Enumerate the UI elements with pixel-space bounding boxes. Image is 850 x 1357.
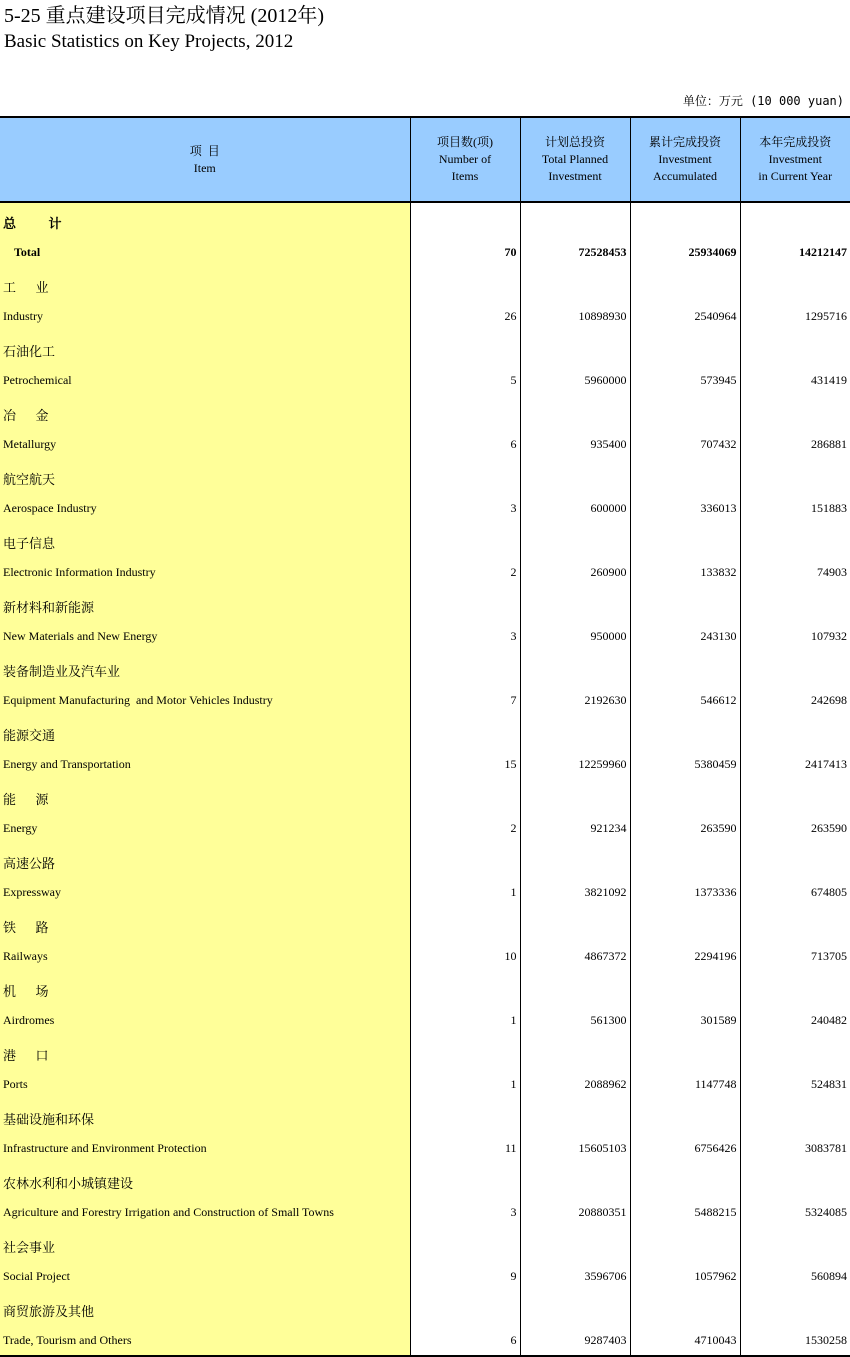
table-row-chinese <box>0 1227 850 1259</box>
row-label-en: Ports <box>0 1067 410 1099</box>
accumulated-cell: 6756426 <box>630 1131 740 1163</box>
total-planned-cell: 600000 <box>520 491 630 523</box>
current-year-cell: 240482 <box>740 1003 850 1035</box>
table-row <box>0 939 850 971</box>
current-year-cell: 431419 <box>740 363 850 395</box>
row-label-cn: 工 业 <box>0 267 410 299</box>
table-row <box>0 555 850 587</box>
row-label-en: Equipment Manufacturing and Motor Vehicles Industry <box>0 683 410 715</box>
current-year-cell: 560894 <box>740 1259 850 1291</box>
row-label-cn: 农林水利和小城镇建设 <box>0 1163 410 1195</box>
table-row-chinese <box>0 1035 850 1067</box>
table-header <box>0 117 850 202</box>
empty-cell <box>520 843 630 875</box>
accumulated-cell: 2294196 <box>630 939 740 971</box>
empty-cell <box>520 331 630 363</box>
header-accumulated <box>630 117 740 202</box>
header-item <box>0 117 410 202</box>
table-row <box>0 299 850 331</box>
empty-cell <box>630 1099 740 1131</box>
table-row-chinese <box>0 971 850 1003</box>
table-row-chinese <box>0 1163 850 1195</box>
table-row <box>0 1195 850 1227</box>
header-number-of-items-en1: Number of <box>411 151 520 168</box>
total-planned-cell: 9287403 <box>520 1323 630 1356</box>
table-row <box>0 683 850 715</box>
empty-cell <box>410 843 520 875</box>
number-of-items-cell: 1 <box>410 875 520 907</box>
page-title-chinese: 5-25 重点建设项目完成情况 (2012年) <box>4 4 324 28</box>
row-label-cn: 港 口 <box>0 1035 410 1067</box>
empty-cell <box>410 523 520 555</box>
number-of-items-cell: 11 <box>410 1131 520 1163</box>
empty-cell <box>630 779 740 811</box>
row-label-cn: 基础设施和环保 <box>0 1099 410 1131</box>
table-row-chinese <box>0 715 850 747</box>
row-label-en: Petrochemical <box>0 363 410 395</box>
page-title-english: Basic Statistics on Key Projects, 2012 <box>4 31 293 53</box>
table-row <box>0 1003 850 1035</box>
empty-cell <box>520 779 630 811</box>
empty-cell <box>740 587 850 619</box>
header-item-cn: 项 目 <box>190 144 220 158</box>
row-label-cn: 航空航天 <box>0 459 410 491</box>
header-current-year-en2: in Current Year <box>741 168 850 185</box>
total-planned-cell: 72528453 <box>520 235 630 267</box>
row-label-cn: 冶 金 <box>0 395 410 427</box>
table-row <box>0 747 850 779</box>
header-number-of-items <box>410 117 520 202</box>
accumulated-cell: 243130 <box>630 619 740 651</box>
empty-cell <box>740 971 850 1003</box>
empty-cell <box>630 1291 740 1323</box>
number-of-items-cell: 2 <box>410 811 520 843</box>
empty-cell <box>520 395 630 427</box>
empty-cell <box>520 202 630 235</box>
total-planned-cell: 3821092 <box>520 875 630 907</box>
empty-cell <box>410 587 520 619</box>
empty-cell <box>520 267 630 299</box>
unit-note: 单位：万元 (10 000 yuan) <box>683 93 844 109</box>
row-label-en: Trade, Tourism and Others <box>0 1323 410 1356</box>
accumulated-cell: 573945 <box>630 363 740 395</box>
total-planned-cell: 921234 <box>520 811 630 843</box>
row-label-cn: 铁 路 <box>0 907 410 939</box>
header-current-year-en1: Investment <box>741 151 850 168</box>
statistics-table <box>0 116 850 1357</box>
header-accumulated-en1: Investment <box>631 151 740 168</box>
number-of-items-cell: 3 <box>410 491 520 523</box>
row-label-cn: 电子信息 <box>0 523 410 555</box>
row-label-en: Metallurgy <box>0 427 410 459</box>
empty-cell <box>740 651 850 683</box>
row-label-cn: 机 场 <box>0 971 410 1003</box>
empty-cell <box>630 395 740 427</box>
accumulated-cell: 133832 <box>630 555 740 587</box>
total-planned-cell: 5960000 <box>520 363 630 395</box>
total-planned-cell: 3596706 <box>520 1259 630 1291</box>
empty-cell <box>630 331 740 363</box>
table-body <box>0 202 850 1356</box>
row-label-cn: 新材料和新能源 <box>0 587 410 619</box>
number-of-items-cell: 2 <box>410 555 520 587</box>
current-year-cell: 14212147 <box>740 235 850 267</box>
row-label-en: Total <box>0 235 410 267</box>
empty-cell <box>410 267 520 299</box>
header-accumulated-en2: Accumulated <box>631 168 740 185</box>
header-number-of-items-en2: Items <box>411 168 520 185</box>
number-of-items-cell: 70 <box>410 235 520 267</box>
current-year-cell: 286881 <box>740 427 850 459</box>
table-row <box>0 427 850 459</box>
row-label-cn: 石油化工 <box>0 331 410 363</box>
total-planned-cell: 10898930 <box>520 299 630 331</box>
row-label-cn: 商贸旅游及其他 <box>0 1291 410 1323</box>
row-label-cn: 装备制造业及汽车业 <box>0 651 410 683</box>
table-row-chinese <box>0 1099 850 1131</box>
empty-cell <box>740 331 850 363</box>
header-current-year <box>740 117 850 202</box>
current-year-cell: 674805 <box>740 875 850 907</box>
accumulated-cell: 707432 <box>630 427 740 459</box>
number-of-items-cell: 6 <box>410 1323 520 1356</box>
empty-cell <box>740 1099 850 1131</box>
accumulated-cell: 5380459 <box>630 747 740 779</box>
empty-cell <box>630 971 740 1003</box>
empty-cell <box>740 1227 850 1259</box>
table-row-chinese <box>0 267 850 299</box>
empty-cell <box>520 715 630 747</box>
current-year-cell: 263590 <box>740 811 850 843</box>
accumulated-cell: 1373336 <box>630 875 740 907</box>
current-year-cell: 3083781 <box>740 1131 850 1163</box>
current-year-cell: 74903 <box>740 555 850 587</box>
total-planned-cell: 561300 <box>520 1003 630 1035</box>
current-year-cell: 713705 <box>740 939 850 971</box>
empty-cell <box>410 1099 520 1131</box>
number-of-items-cell: 9 <box>410 1259 520 1291</box>
table-row <box>0 1067 850 1099</box>
number-of-items-cell: 1 <box>410 1003 520 1035</box>
current-year-cell: 1295716 <box>740 299 850 331</box>
number-of-items-cell: 3 <box>410 1195 520 1227</box>
empty-cell <box>630 459 740 491</box>
empty-cell <box>740 523 850 555</box>
table-row <box>0 235 850 267</box>
empty-cell <box>410 459 520 491</box>
header-total-planned-cn: 计划总投资 <box>521 134 630 151</box>
empty-cell <box>740 907 850 939</box>
header-current-year-cn: 本年完成投资 <box>741 134 850 151</box>
table-row-chinese <box>0 779 850 811</box>
empty-cell <box>520 1291 630 1323</box>
empty-cell <box>740 267 850 299</box>
table-row-chinese <box>0 843 850 875</box>
accumulated-cell: 1147748 <box>630 1067 740 1099</box>
table-row <box>0 619 850 651</box>
number-of-items-cell: 1 <box>410 1067 520 1099</box>
header-item-en: Item <box>0 160 410 177</box>
accumulated-cell: 5488215 <box>630 1195 740 1227</box>
empty-cell <box>740 779 850 811</box>
row-label-en: Railways <box>0 939 410 971</box>
current-year-cell: 151883 <box>740 491 850 523</box>
row-label-en: Social Project <box>0 1259 410 1291</box>
number-of-items-cell: 7 <box>410 683 520 715</box>
empty-cell <box>520 651 630 683</box>
empty-cell <box>520 523 630 555</box>
number-of-items-cell: 10 <box>410 939 520 971</box>
empty-cell <box>740 395 850 427</box>
number-of-items-cell: 26 <box>410 299 520 331</box>
total-planned-cell: 20880351 <box>520 1195 630 1227</box>
number-of-items-cell: 5 <box>410 363 520 395</box>
number-of-items-cell: 15 <box>410 747 520 779</box>
empty-cell <box>410 1291 520 1323</box>
empty-cell <box>630 523 740 555</box>
header-total-planned-en1: Total Planned <box>521 151 630 168</box>
empty-cell <box>630 1163 740 1195</box>
accumulated-cell: 4710043 <box>630 1323 740 1356</box>
empty-cell <box>630 907 740 939</box>
total-planned-cell: 950000 <box>520 619 630 651</box>
total-planned-cell: 2088962 <box>520 1067 630 1099</box>
accumulated-cell: 25934069 <box>630 235 740 267</box>
empty-cell <box>630 267 740 299</box>
current-year-cell: 1530258 <box>740 1323 850 1356</box>
table-row-chinese <box>0 202 850 235</box>
current-year-cell: 242698 <box>740 683 850 715</box>
empty-cell <box>520 459 630 491</box>
empty-cell <box>630 715 740 747</box>
row-label-en: Energy and Transportation <box>0 747 410 779</box>
table-row-chinese <box>0 651 850 683</box>
total-planned-cell: 4867372 <box>520 939 630 971</box>
table-row-chinese <box>0 523 850 555</box>
empty-cell <box>410 971 520 1003</box>
empty-cell <box>520 907 630 939</box>
total-planned-cell: 260900 <box>520 555 630 587</box>
table-row <box>0 1259 850 1291</box>
table-row-chinese <box>0 459 850 491</box>
empty-cell <box>410 779 520 811</box>
empty-cell <box>410 907 520 939</box>
row-label-cn: 总 计 <box>0 202 410 235</box>
empty-cell <box>740 1163 850 1195</box>
empty-cell <box>740 715 850 747</box>
current-year-cell: 107932 <box>740 619 850 651</box>
total-planned-cell: 12259960 <box>520 747 630 779</box>
empty-cell <box>740 843 850 875</box>
empty-cell <box>740 1291 850 1323</box>
empty-cell <box>630 1227 740 1259</box>
empty-cell <box>520 1035 630 1067</box>
empty-cell <box>410 1163 520 1195</box>
table-row <box>0 1323 850 1356</box>
accumulated-cell: 2540964 <box>630 299 740 331</box>
table-row-chinese <box>0 395 850 427</box>
header-accumulated-cn: 累计完成投资 <box>631 134 740 151</box>
table-row-chinese <box>0 1291 850 1323</box>
row-label-en: Agriculture and Forestry Irrigation and Construction of Small Towns <box>0 1195 410 1227</box>
header-number-of-items-cn: 项目数(项) <box>411 134 520 151</box>
empty-cell <box>410 1035 520 1067</box>
empty-cell <box>520 1163 630 1195</box>
row-label-en: Infrastructure and Environment Protection <box>0 1131 410 1163</box>
row-label-en: Electronic Information Industry <box>0 555 410 587</box>
table-row <box>0 491 850 523</box>
row-label-en: Industry <box>0 299 410 331</box>
table-row <box>0 363 850 395</box>
current-year-cell: 524831 <box>740 1067 850 1099</box>
empty-cell <box>520 1227 630 1259</box>
empty-cell <box>520 1099 630 1131</box>
header-total-planned <box>520 117 630 202</box>
accumulated-cell: 336013 <box>630 491 740 523</box>
empty-cell <box>740 459 850 491</box>
table-row <box>0 1131 850 1163</box>
table-row-chinese <box>0 907 850 939</box>
accumulated-cell: 546612 <box>630 683 740 715</box>
row-label-en: Airdromes <box>0 1003 410 1035</box>
row-label-en: New Materials and New Energy <box>0 619 410 651</box>
number-of-items-cell: 3 <box>410 619 520 651</box>
row-label-cn: 社会事业 <box>0 1227 410 1259</box>
empty-cell <box>740 1035 850 1067</box>
total-planned-cell: 2192630 <box>520 683 630 715</box>
empty-cell <box>410 331 520 363</box>
accumulated-cell: 1057962 <box>630 1259 740 1291</box>
accumulated-cell: 301589 <box>630 1003 740 1035</box>
empty-cell <box>520 971 630 1003</box>
number-of-items-cell: 6 <box>410 427 520 459</box>
empty-cell <box>630 843 740 875</box>
table-row <box>0 875 850 907</box>
row-label-en: Energy <box>0 811 410 843</box>
table-row <box>0 811 850 843</box>
empty-cell <box>410 715 520 747</box>
accumulated-cell: 263590 <box>630 811 740 843</box>
current-year-cell: 2417413 <box>740 747 850 779</box>
empty-cell <box>410 202 520 235</box>
table-row-chinese <box>0 587 850 619</box>
empty-cell <box>630 202 740 235</box>
empty-cell <box>630 1035 740 1067</box>
current-year-cell: 5324085 <box>740 1195 850 1227</box>
total-planned-cell: 935400 <box>520 427 630 459</box>
empty-cell <box>410 651 520 683</box>
empty-cell <box>630 587 740 619</box>
empty-cell <box>410 395 520 427</box>
header-total-planned-en2: Investment <box>521 168 630 185</box>
total-planned-cell: 15605103 <box>520 1131 630 1163</box>
row-label-en: Expressway <box>0 875 410 907</box>
empty-cell <box>740 202 850 235</box>
row-label-cn: 高速公路 <box>0 843 410 875</box>
row-label-en: Aerospace Industry <box>0 491 410 523</box>
table-row-chinese <box>0 331 850 363</box>
row-label-cn: 能源交通 <box>0 715 410 747</box>
empty-cell <box>410 1227 520 1259</box>
empty-cell <box>630 651 740 683</box>
row-label-cn: 能 源 <box>0 779 410 811</box>
empty-cell <box>520 587 630 619</box>
